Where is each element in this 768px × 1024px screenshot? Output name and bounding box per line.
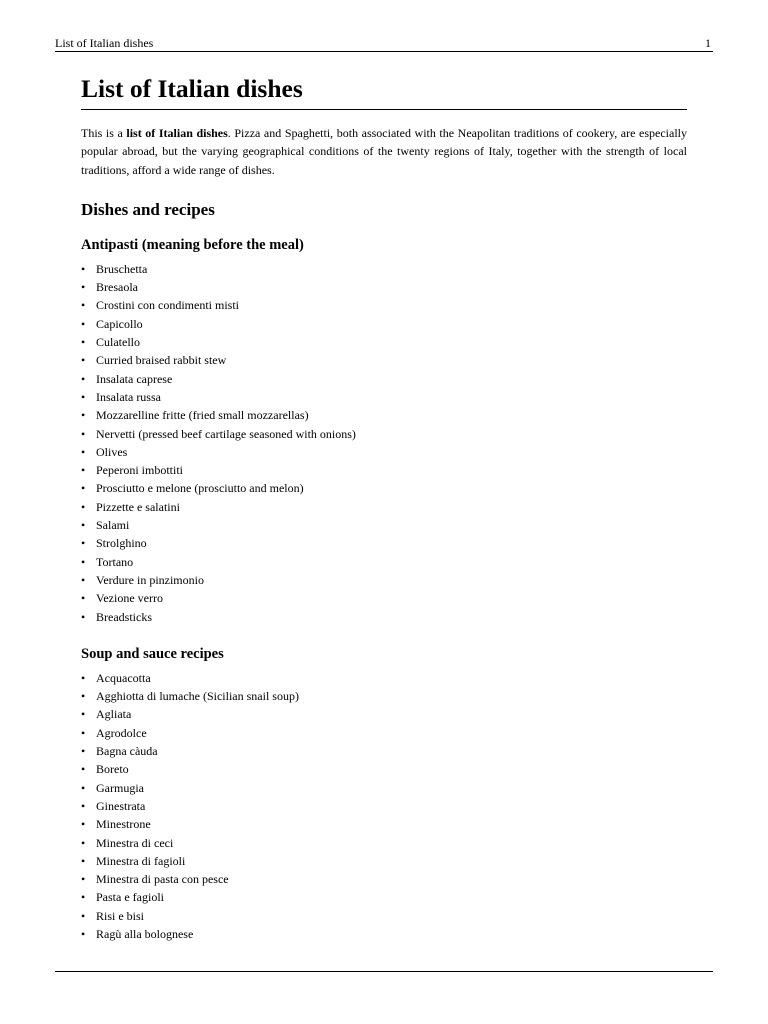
intro-lead: This is a <box>81 126 127 140</box>
list-item: • Acquacotta <box>81 669 687 687</box>
list-item: • Salami <box>81 516 687 534</box>
list-item: • Vezione verro <box>81 589 687 607</box>
list-item: • Culatello <box>81 333 687 351</box>
subsection-heading-antipasti: Antipasti (meaning before the meal) <box>81 236 304 253</box>
list-item: • Pizzette e salatini <box>81 498 687 516</box>
antipasti-list <box>81 260 687 626</box>
list-item: • Nervetti (pressed beef cartilage seasoned with onions) <box>81 425 687 443</box>
list-item: • Boreto <box>81 760 687 778</box>
list-item: • Capicollo <box>81 315 687 333</box>
list-item: • Mozzarelline fritte (fried small mozzarellas) <box>81 406 687 424</box>
footer-rule <box>55 971 713 972</box>
list-item: • Breadsticks <box>81 608 687 626</box>
list-item: • Bruschetta <box>81 260 687 278</box>
intro-rest: . Pizza and Spaghetti, both associated with the Neapolitan traditions of cookery, are especially popular abroad, but the varying geographical conditions of the twenty regions of Italy, together with the strength of local traditions, afford a wide range of dishes. <box>81 126 687 177</box>
soups-list <box>81 669 687 943</box>
list-item: • Agghiotta di lumache (Sicilian snail soup) <box>81 687 687 705</box>
list-item: • Bresaola <box>81 278 687 296</box>
list-item: • Bagna càuda <box>81 742 687 760</box>
intro-bold-term: list of Italian dishes <box>126 126 228 140</box>
list-item: • Ginestrata <box>81 797 687 815</box>
page-number: 1 <box>705 36 711 50</box>
page-title: List of Italian dishes <box>81 72 687 110</box>
list-item: • Insalata caprese <box>81 370 687 388</box>
list-item: • Insalata russa <box>81 388 687 406</box>
list-item: • Verdure in pinzimonio <box>81 571 687 589</box>
running-header <box>55 36 713 50</box>
list-item: • Minestrone <box>81 815 687 833</box>
article <box>81 72 687 943</box>
list-item: • Minestra di fagioli <box>81 852 687 870</box>
intro-paragraph <box>81 124 687 179</box>
list-item: • Minestra di ceci <box>81 834 687 852</box>
list-item: • Risi e bisi <box>81 907 687 925</box>
subsection-heading-soups: Soup and sauce recipes <box>81 645 224 662</box>
list-item: • Ragù alla bolognese <box>81 925 687 943</box>
list-item: • Garmugia <box>81 779 687 797</box>
list-item: • Tortano <box>81 553 687 571</box>
list-item: • Minestra di pasta con pesce <box>81 870 687 888</box>
section-heading-dishes: Dishes and recipes <box>81 199 215 219</box>
list-item: • Peperoni imbottiti <box>81 461 687 479</box>
list-item: • Curried braised rabbit stew <box>81 351 687 369</box>
list-item: • Pasta e fagioli <box>81 888 687 906</box>
list-item: • Crostini con condimenti misti <box>81 296 687 314</box>
list-item: • Agrodolce <box>81 724 687 742</box>
list-item: • Agliata <box>81 705 687 723</box>
header-rule <box>55 51 713 52</box>
list-item: • Strolghino <box>81 534 687 552</box>
list-item: • Prosciutto e melone (prosciutto and melon) <box>81 479 687 497</box>
running-header-title: List of Italian dishes <box>55 36 154 50</box>
list-item: • Olives <box>81 443 687 461</box>
